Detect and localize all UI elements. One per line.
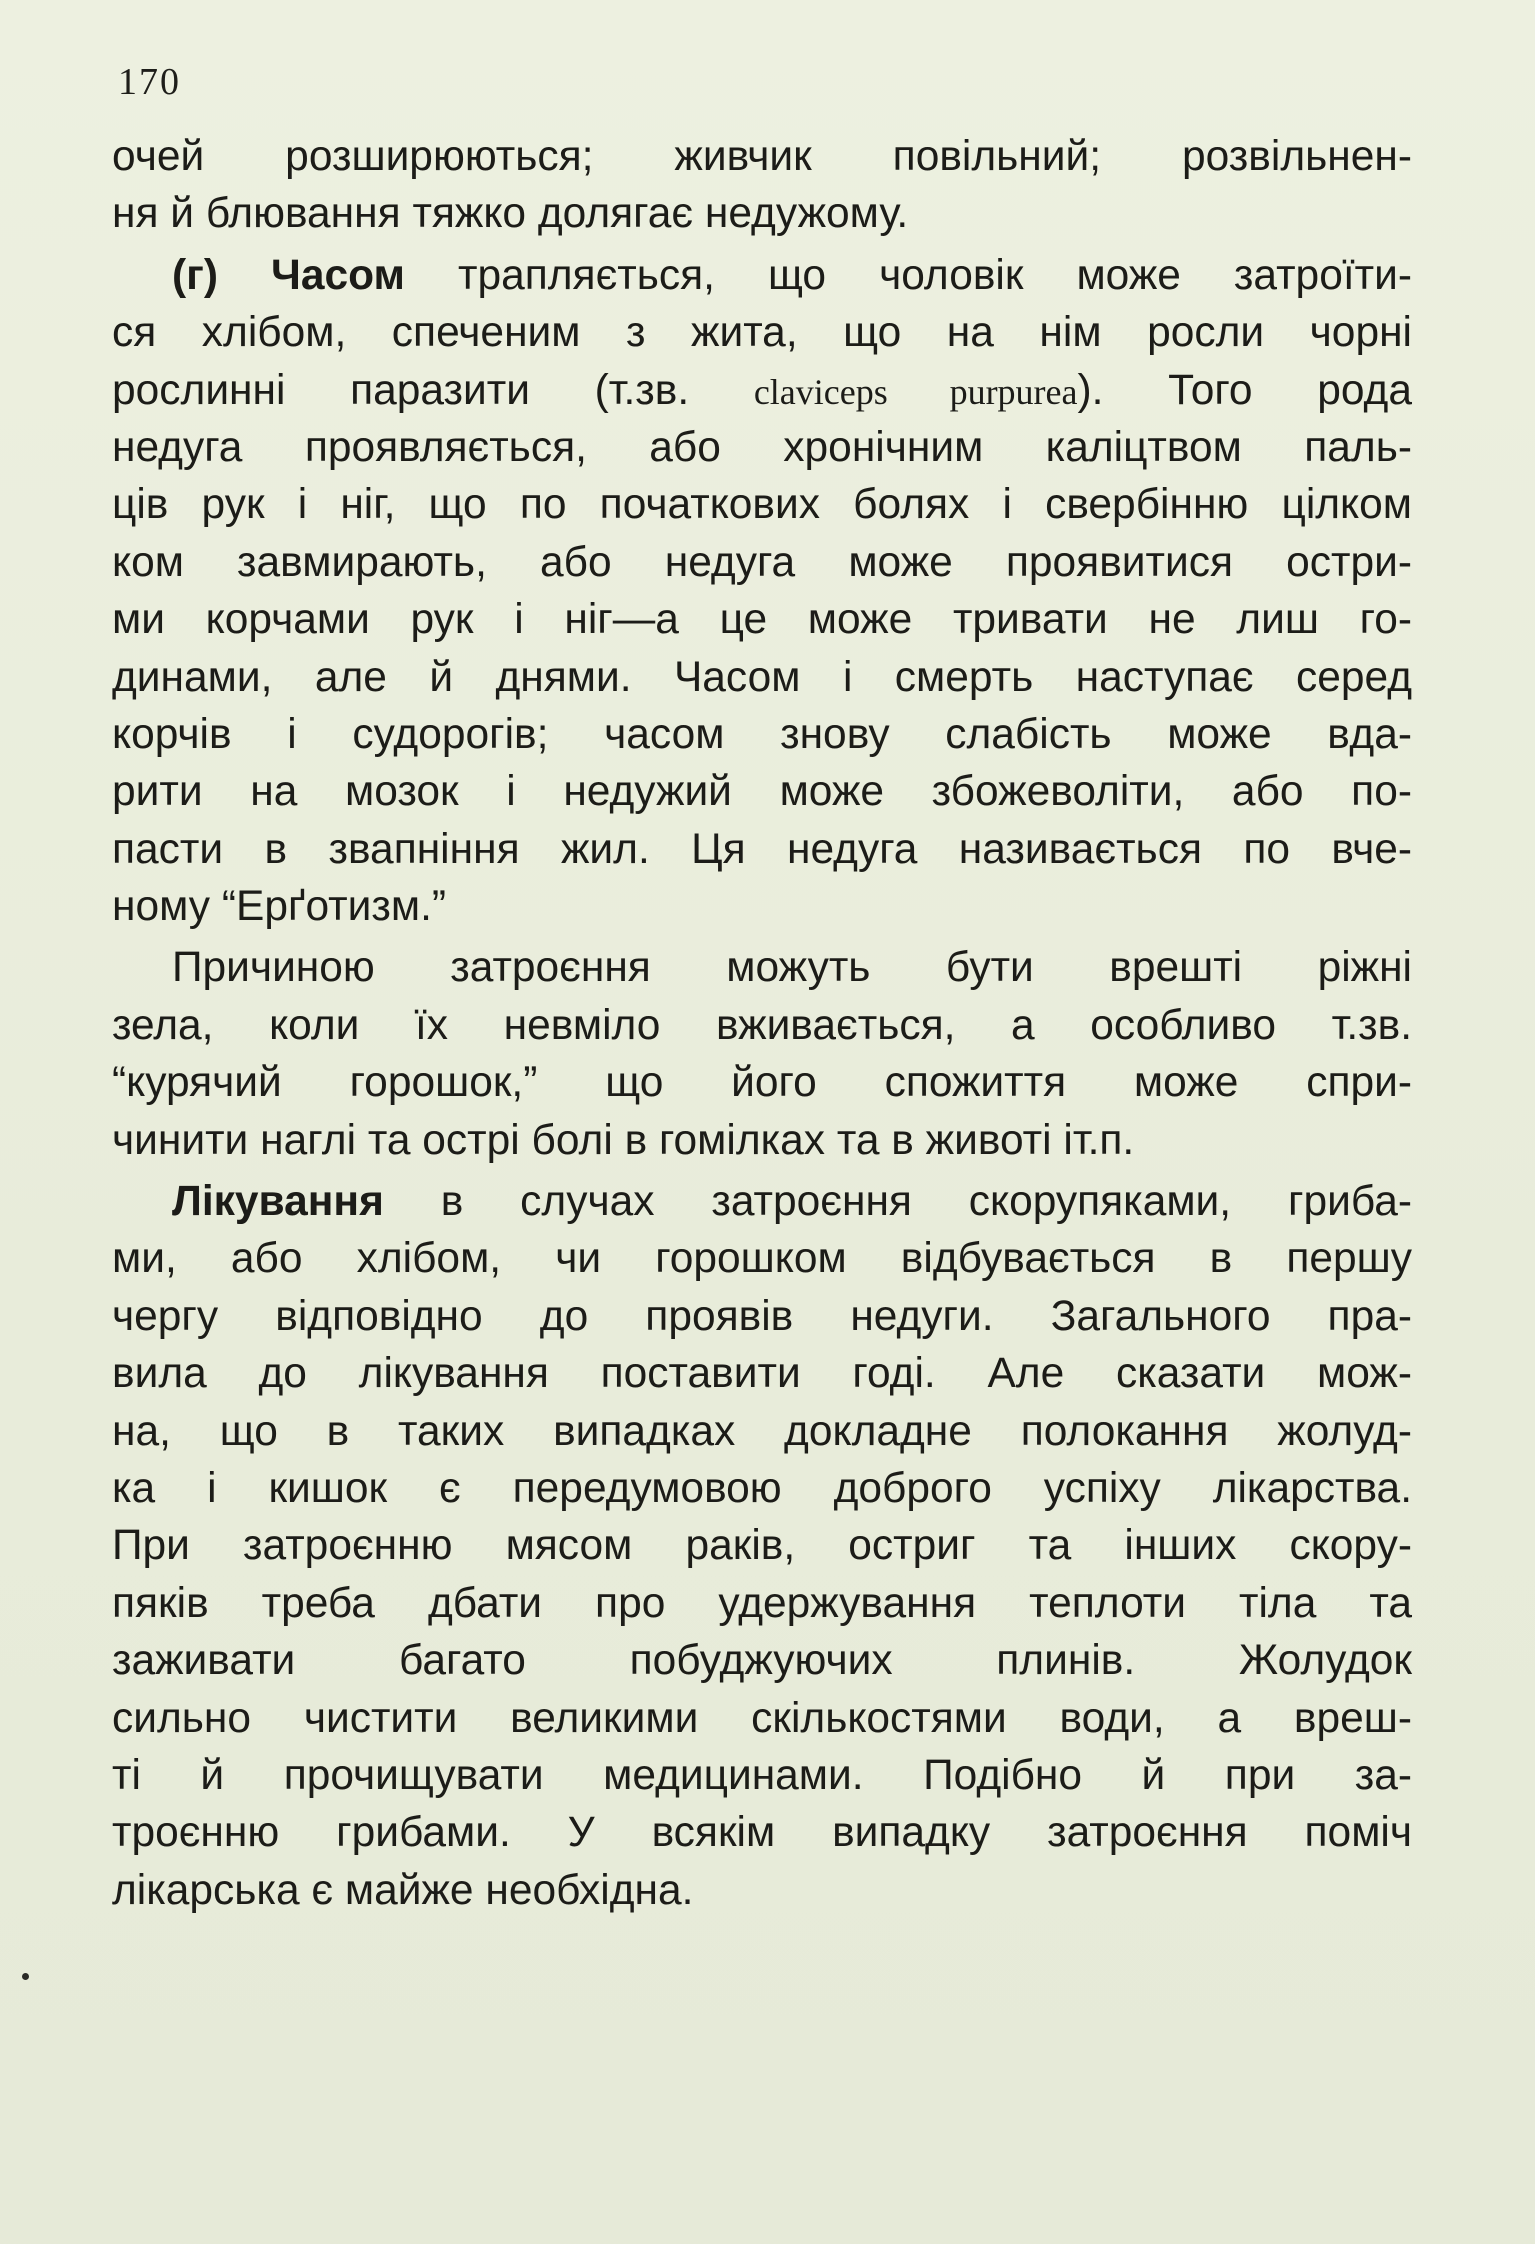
text-line [112, 185, 1412, 242]
text-run: ся хлібом, спеченим з жита, що на нім росли чорні [112, 309, 1412, 357]
page-number: 170 [118, 61, 181, 103]
text-run: ня й блювання тяжко долягає недужому. [112, 190, 909, 238]
text-run: “курячий горошок,” що його спожиття може спри- [112, 1059, 1412, 1107]
text-run: рослинні паразити (т.зв. [112, 366, 754, 414]
text-line [112, 362, 1412, 419]
text-line [112, 1575, 1412, 1632]
text-run: ка і кишок є передумовою доброго успіху лікарства. [112, 1464, 1412, 1512]
text-run: корчів і судорогів; часом знову слабість може вда- [112, 710, 1412, 758]
bold-heading-run: Лікування [172, 1178, 384, 1226]
text-run: чинити наглі та острі болі в гомілках та в животі іт.п. [112, 1116, 1135, 1164]
text-line [112, 649, 1412, 706]
text-line [112, 939, 1412, 996]
text-line [112, 997, 1412, 1054]
text-run: лікарська є майже необхідна. [112, 1866, 694, 1914]
text-run: очей розширюються; живчик повільний; розвільнен- [112, 133, 1412, 180]
text-run: ми, або хлібом, чи горошком відбувається в першу [112, 1235, 1412, 1283]
text-run: ному “Ерґотизм.” [112, 883, 447, 931]
text-run: ми корчами рук і ніг—а це може тривати не лиш го- [112, 596, 1412, 644]
text-run: Причиною затроєння можуть бути врешті ріжні [172, 944, 1412, 992]
text-run: ті й прочищувати медицинами. Подібно й при за- [112, 1751, 1412, 1799]
body-text [112, 128, 1412, 1919]
text-line [112, 128, 1412, 185]
text-line [112, 821, 1412, 878]
text-line [112, 1517, 1412, 1574]
text-run: троєнню грибами. У всякім випадку затроєння поміч [112, 1809, 1412, 1857]
bold-heading-run: (г) Часом [172, 251, 405, 299]
text-line [112, 591, 1412, 648]
text-line [112, 304, 1412, 361]
text-line [112, 1747, 1412, 1804]
text-run: вила до лікування поставити годі. Але сказати мож- [112, 1350, 1412, 1398]
text-run: трапляється, що чоловік може затроїти- [405, 251, 1412, 299]
text-line [112, 1345, 1412, 1402]
text-line [112, 1112, 1412, 1169]
text-line [112, 1690, 1412, 1747]
text-run: пяків треба дбати про удержування теплоти тіла та [112, 1579, 1412, 1627]
text-line [112, 1862, 1412, 1919]
text-run: ців рук і ніг, що по початкових болях і свербінню цілком [112, 481, 1412, 529]
text-run: При затроєнню мясом раків, остриг та інших скору- [112, 1522, 1412, 1570]
speck-mark [22, 1973, 29, 1980]
text-run: рити на мозок і недужий може збожеволіти, або по- [112, 768, 1412, 816]
text-line [112, 1403, 1412, 1460]
text-line [112, 1804, 1412, 1861]
text-run: чергу відповідно до проявів недуги. Загального пра- [112, 1292, 1412, 1340]
text-run: заживати багато побуджуючих плинів. Жолудок [112, 1637, 1412, 1685]
text-line [112, 706, 1412, 763]
text-line [112, 1173, 1412, 1230]
text-run: зела, коли їх невміло вживається, а особливо т.зв. [112, 1001, 1412, 1049]
text-run: в случах затроєння скорупяками, гриба- [383, 1178, 1412, 1226]
text-run: на, що в таких випадках докладне полокання жолуд- [112, 1407, 1412, 1455]
text-line [112, 763, 1412, 820]
text-line [112, 534, 1412, 591]
text-line [112, 1460, 1412, 1517]
text-line [112, 419, 1412, 476]
text-run: ком завмирають, або недуга може проявитися остри- [112, 538, 1412, 586]
text-line [112, 1230, 1412, 1287]
text-run: недуга проявляється, або хронічним каліцтвом паль- [112, 423, 1412, 471]
text-line [112, 1632, 1412, 1689]
text-run: ). Того рода [1077, 366, 1412, 414]
text-line [112, 1054, 1412, 1111]
text-line [112, 878, 1412, 935]
text-run: пасти в звапніння жил. Ця недуга називається по вче- [112, 825, 1412, 873]
latin-term-run: claviceps purpurea [753, 371, 1078, 412]
text-run: динами, але й днями. Часом і смерть наступає серед [112, 653, 1412, 701]
text-run: сильно чистити великими скількостями води, а вреш- [112, 1694, 1412, 1742]
text-line [112, 476, 1412, 533]
text-line [112, 247, 1412, 304]
text-line [112, 1288, 1412, 1345]
